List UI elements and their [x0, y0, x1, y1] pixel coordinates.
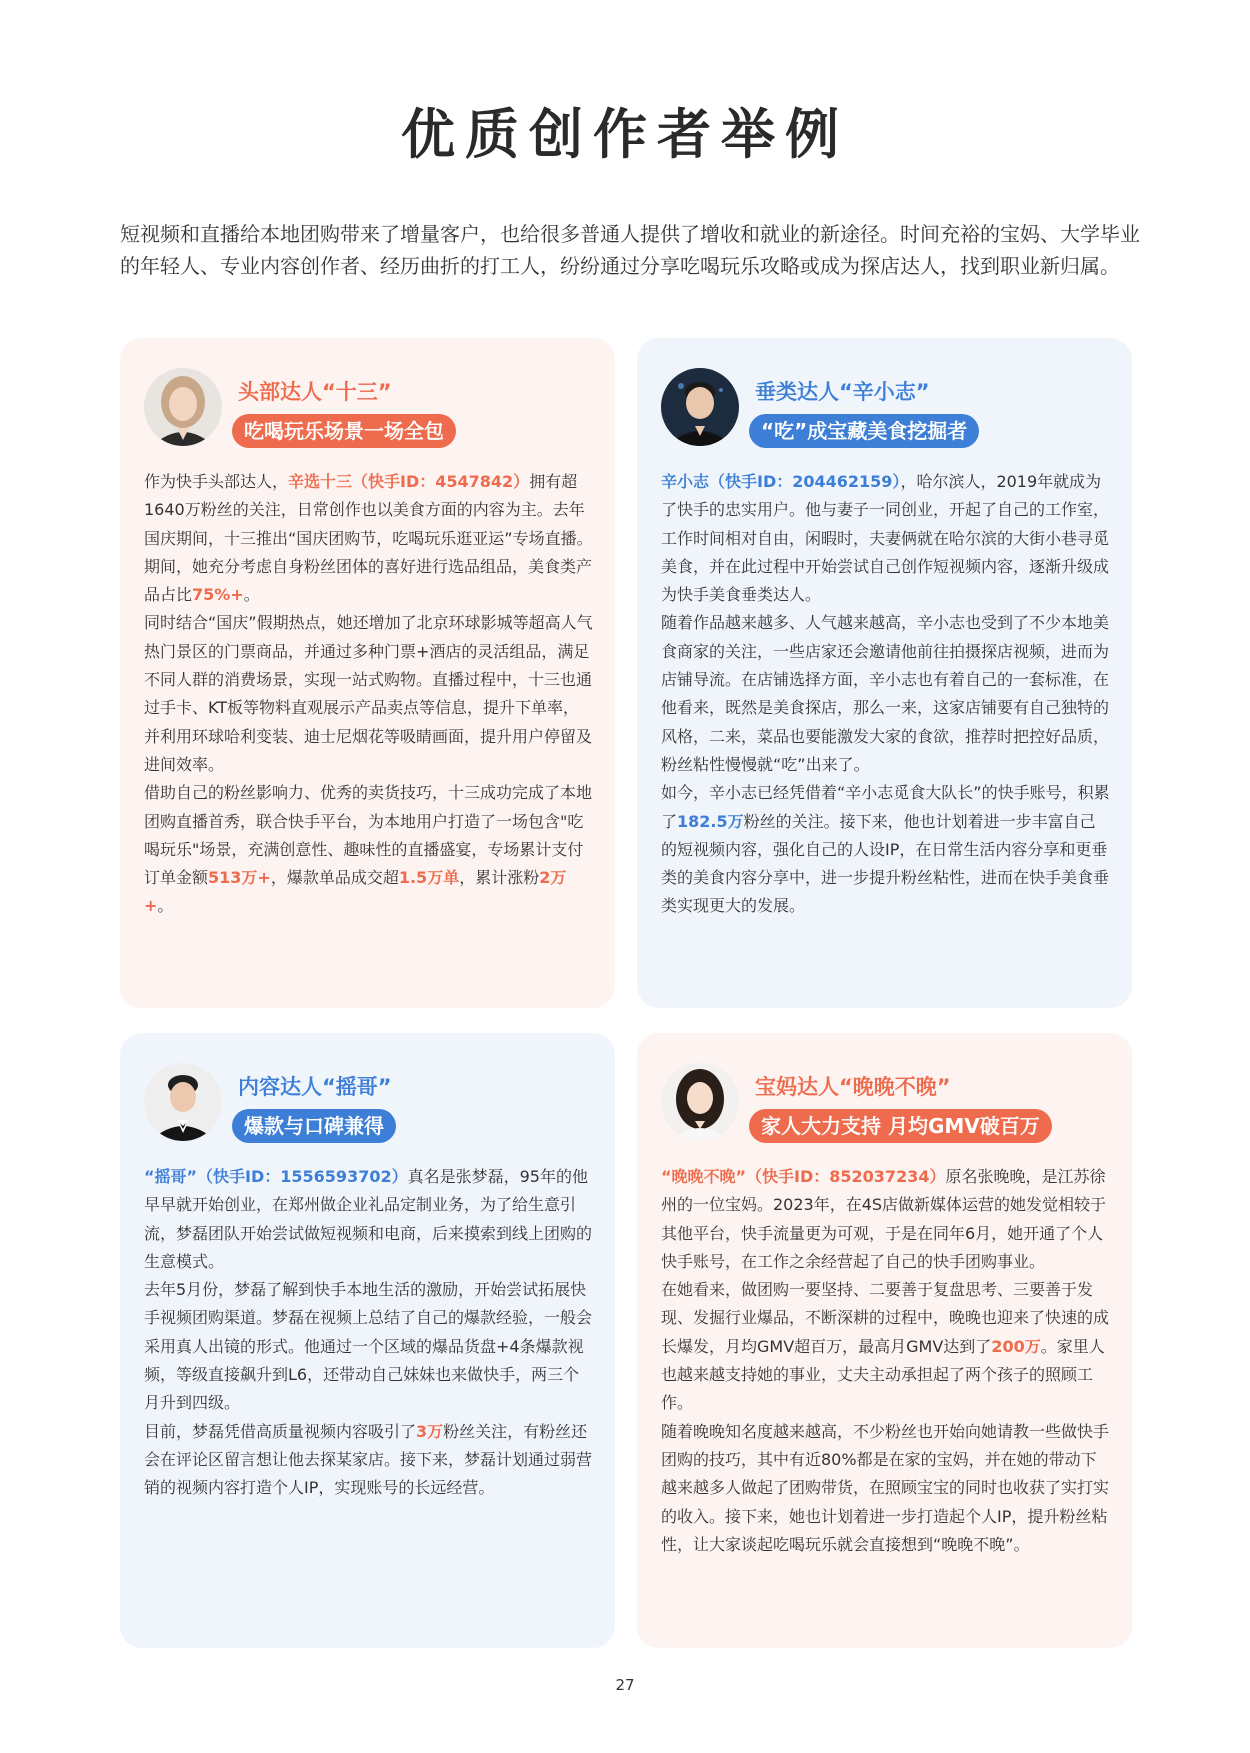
text-run: 粉丝的关注。接下来，他也计划着进一步丰富自己的短视频内容，强化自己的人设IP，在日常生活内容分享和更垂类的美食内容分享中，进一步提升粉丝粘性，进而在快手美食垂类实现更大的发展。 [661, 811, 1110, 916]
text-run: 借助自己的粉丝影响力、优秀的卖货技巧，十三成功完成了本地团购直播首秀，联合快手平台，为本地用户打造了一场包含"吃喝玩乐"场景，充满创意性、趣味性的直播盛宴，专场累计支付订单金额 [144, 783, 593, 888]
creator-story [144, 1163, 594, 1503]
text-run: 。 [157, 896, 174, 916]
creator-name: 内容达人“摇哥” [238, 1075, 392, 1099]
text-run: 作为快手头部达人， [144, 472, 289, 491]
story-paragraph [661, 779, 1111, 920]
creator-name: 宝妈达人“晚晚不晚” [755, 1075, 951, 1099]
creator-id-highlight: “晚晚不晚”（快手ID：852037234） [661, 1167, 946, 1186]
creator-tagline-badge: “吃”成宝藏美食挖掘者 [749, 414, 979, 448]
story-paragraph [661, 468, 1111, 609]
stat-highlight: 182.5万 [677, 811, 744, 831]
story-paragraph: 同时结合“国庆”假期热点，她还增加了北京环球影城等超高人气热门景区的门票商品，并通过多种门票+酒店的灵活组品，满足不同人群的消费场景，实现一站式购物。直播过程中，十三也通过手卡、KT板等物料直观展示产品卖点等信息，提升下单率，并利用环球哈利变装、迪士尼烟花等吸睛画面，提升用户停留及进间效率。 [144, 613, 593, 774]
page-title: 优质创作者举例 [401, 103, 849, 166]
creator-id-highlight: “摇哥”（快手ID：1556593702） [144, 1167, 408, 1186]
stat-highlight: 2万+ [144, 868, 567, 916]
creator-card-yaoge [120, 1033, 615, 1648]
text-run: ，哈尔滨人，2019年就成为了快手的忠实用户。他与妻子一同创业，开起了自己的工作室，工作时间相对自由，闲暇时，夫妻俩就在哈尔滨的大街小巷寻觅美食，并在此过程中开始尝试自己创作短视频内容，逐渐升级成为快手美食垂类达人。 [661, 472, 1110, 605]
story-paragraph [144, 779, 594, 920]
text-run: ，爆款单品成交超 [270, 868, 399, 888]
portrait-icon [144, 368, 222, 446]
story-paragraph [144, 468, 594, 609]
stat-highlight: 513万+ [208, 868, 271, 888]
intro-paragraph: 短视频和直播给本地团购带来了增量客户，也给很多普通人提供了增收和就业的新途径。时间充裕的宝妈、大学毕业的年轻人、专业内容创作者、经历曲折的打工人，纷纷通过分享吃喝玩乐攻略或成为探店达人，找到职业新归属。 [120, 222, 1140, 278]
creator-name: 垂类达人“辛小志” [755, 380, 930, 404]
avatar [144, 368, 222, 446]
creator-story [144, 468, 594, 921]
creator-tagline-badge: 吃喝玩乐场景一场全包 [232, 414, 456, 448]
stat-highlight: 200万 [991, 1336, 1041, 1356]
stat-highlight: 1.5万单 [398, 868, 460, 888]
story-paragraph [661, 1163, 1111, 1276]
text-run: 。家里人也越来越支持她的事业，丈夫主动承担起了两个孩子的照顾工作。 [661, 1336, 1105, 1413]
portrait-icon [661, 368, 739, 446]
creator-id-highlight: 辛小志（快手ID：204462159） [661, 472, 901, 491]
creator-card-xinxiaozhi [637, 338, 1132, 1008]
story-paragraph: 随着作品越来越多、人气越来越高，辛小志也受到了不少本地美食商家的关注，一些店家还会邀请他前往拍摄探店视频，进而为店铺导流。在店铺选择方面，辛小志也有着自己的一套标准，在他看来，既然是美食探店，那么一来，这家店铺要有自己独特的风格，二来，菜品也要能激发大家的食欲，推荐时把控好品质，粉丝粘性慢慢就“吃”出来了。 [661, 613, 1110, 774]
text-run: 在她看来，做团购一要坚持、二要善于复盘思考、三要善于发现、发掘行业爆品，不断深耕的过程中，晚晚也迎来了快速的成长爆发，月均GMV超百万，最高月GMV达到了 [661, 1280, 1110, 1356]
creator-story [661, 1163, 1111, 1559]
text-run: 。 [243, 585, 260, 605]
text-run: 如今，辛小志已经凭借着“辛小志觅食大队长”的快手账号，积累了 [661, 783, 1110, 831]
creator-name: 头部达人“十三” [238, 380, 392, 404]
portrait-icon [661, 1063, 739, 1141]
stat-highlight: 75%+ [192, 585, 244, 605]
text-run: 真名是张梦磊，95年的他早早就开始创业，在郑州做企业礼品定制业务，为了给生意引流，梦磊团队开始尝试做短视频和电商，后来摸索到线上团购的生意模式。 [144, 1167, 593, 1271]
avatar [661, 368, 739, 446]
creator-id-highlight: 辛选十三（快手ID：4547842） [288, 472, 530, 491]
story-paragraph [661, 1276, 1111, 1417]
text-run: 原名张晚晚，是江苏徐州的一位宝妈。2023年，在4S店做新媒体运营的她发觉相较于其他平台，快手流量更为可观，于是在同年6月，她开通了个人快手账号，在工作之余经营起了自己的快手团购事业。 [661, 1167, 1107, 1271]
story-paragraph: 随着晚晚知名度越来越高，不少粉丝也开始向她请教一些做快手团购的技巧，其中有近80%都是在家的宝妈，并在她的带动下越来越多人做起了团购带货，在照顾宝宝的同时也收获了实打实的收入。接下来，她也计划着进一步打造起个人IP，提升粉丝粘性，让大家谈起吃喝玩乐就会直接想到“晚晚不晚”。 [661, 1421, 1110, 1554]
avatar [661, 1063, 739, 1141]
creator-tagline-badge: 家人大力支持 月均GMV破百万 [749, 1109, 1052, 1143]
story-paragraph [144, 1163, 594, 1276]
avatar [144, 1063, 222, 1141]
text-run: ，累计涨粉 [459, 868, 540, 888]
stat-highlight: 3万 [416, 1421, 444, 1441]
creator-story [661, 468, 1111, 921]
page-number: 27 [615, 1676, 635, 1694]
creator-card-shisan [120, 338, 615, 1008]
creator-tagline-badge: 爆款与口碑兼得 [232, 1109, 396, 1143]
portrait-icon [144, 1063, 222, 1141]
story-paragraph [144, 1418, 594, 1503]
text-run: 目前，梦磊凭借高质量视频内容吸引了 [144, 1421, 417, 1441]
creator-card-wanwanbuwan [637, 1033, 1132, 1648]
story-paragraph: 去年5月份，梦磊了解到快手本地生活的激励，开始尝试拓展快手视频团购渠道。梦磊在视频上总结了自己的爆款经验，一般会采用真人出镜的形式。他通过一个区域的爆品货盘+4条爆款视频，等级直接飙升到L6，还带动自己妹妹也来做快手，两三个月升到四级。 [144, 1280, 593, 1413]
text-run: 粉丝关注，有粉丝还会在评论区留言想让他去探某家店。接下来，梦磊计划通过弱营销的视频内容打造个人IP，实现账号的长远经营。 [144, 1421, 593, 1498]
text-run: 拥有超1640万粉丝的关注，日常创作也以美食方面的内容为主。去年国庆期间，十三推出“国庆团购节，吃喝玩乐逛亚运”专场直播。期间，她充分考虑自身粉丝团体的喜好进行选品组品，美食类产品占比 [144, 472, 593, 605]
